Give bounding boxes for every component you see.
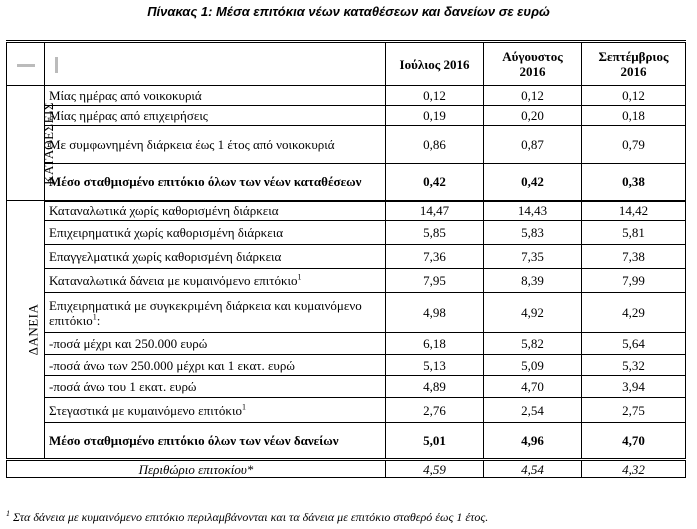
cell-value: 5,83 <box>484 221 582 245</box>
cell-value: 4,32 <box>582 460 686 478</box>
table-row <box>7 106 686 126</box>
cell-value: 2,54 <box>484 398 582 423</box>
cell-value: 4,70 <box>484 376 582 398</box>
row-label: Επιχειρηματικά χωρίς καθορισμένη διάρκεια <box>45 221 386 245</box>
table-row <box>7 293 686 333</box>
row-label <box>45 269 386 293</box>
footnote <box>6 510 488 525</box>
cell-value: 0,38 <box>582 164 686 201</box>
cell-value: 4,59 <box>386 460 484 478</box>
table-row <box>7 86 686 106</box>
cell-value: 4,89 <box>386 376 484 398</box>
interest-rates-table <box>6 40 686 478</box>
footnote-marker: 1 <box>92 312 97 322</box>
cell-value: 14,43 <box>484 201 582 221</box>
header-september: Σεπτέμβριος 2016 <box>582 42 686 86</box>
row-label: -ποσά άνω του 1 εκατ. ευρώ <box>45 376 386 398</box>
row-label: Μέσο σταθμισμένο επιτόκιο όλων των νέων καταθέσεων <box>45 164 386 201</box>
cell-value: 0,87 <box>484 126 582 164</box>
footnote-marker: 1 <box>241 402 246 412</box>
corner-cell <box>7 42 45 86</box>
row-label: Μέσο σταθμισμένο επιτόκιο όλων των νέων δανείων <box>45 423 386 460</box>
loans-side-cell <box>7 201 45 460</box>
row-label <box>45 398 386 423</box>
cell-value: 5,82 <box>484 333 582 355</box>
cell-value: 3,94 <box>582 376 686 398</box>
row-label: -ποσά μέχρι και 250.000 ευρώ <box>45 333 386 355</box>
cell-value: 7,38 <box>582 245 686 269</box>
cell-value: 4,92 <box>484 293 582 333</box>
margin-row <box>7 460 686 478</box>
cell-value: 5,32 <box>582 355 686 376</box>
cell-value: 4,98 <box>386 293 484 333</box>
margin-label: Περιθώριο επιτοκίου* <box>7 460 386 478</box>
cell-value: 5,85 <box>386 221 484 245</box>
cell-value: 4,54 <box>484 460 582 478</box>
row-label: Καταναλωτικά χωρίς καθορισμένη διάρκεια <box>45 201 386 221</box>
table-row <box>7 376 686 398</box>
cell-value: 4,96 <box>484 423 582 460</box>
row-label: Επαγγελματικά χωρίς καθορισμένη διάρκεια <box>45 245 386 269</box>
row-label-text: Επιχειρηματικά με συγκεκριμένη διάρκεια και κυμαινόμενο επιτόκιο <box>49 297 362 328</box>
corner-bar-mark <box>55 57 58 73</box>
table-row <box>7 269 686 293</box>
cell-value: 0,86 <box>386 126 484 164</box>
corner-label-cell <box>45 42 386 86</box>
cell-value: 7,95 <box>386 269 484 293</box>
cell-value: 7,35 <box>484 245 582 269</box>
table-row <box>7 355 686 376</box>
cell-value: 0,20 <box>484 106 582 126</box>
cell-value: 2,75 <box>582 398 686 423</box>
table-row <box>7 201 686 221</box>
table-row <box>7 126 686 164</box>
header-august: Αύγουστος 2016 <box>484 42 582 86</box>
cell-value: 4,29 <box>582 293 686 333</box>
table-row <box>7 245 686 269</box>
cell-value: 0,12 <box>484 86 582 106</box>
table-row <box>7 333 686 355</box>
deposits-side-label: ΚΑΤΑΘΕΣΕΙΣ <box>40 101 56 185</box>
row-label: Με συμφωνημένη διάρκεια έως 1 έτος από νοικοκυριά <box>45 126 386 164</box>
header-july: Ιούλιος 2016 <box>386 42 484 86</box>
cell-value: 5,01 <box>386 423 484 460</box>
row-label <box>45 293 386 333</box>
row-label: Μίας ημέρας από νοικοκυριά <box>45 86 386 106</box>
cell-value: 7,99 <box>582 269 686 293</box>
row-label: -ποσά άνω των 250.000 μέχρι και 1 εκατ. ευρώ <box>45 355 386 376</box>
table-title: Πίνακας 1: Μέσα επιτόκια νέων καταθέσεων και δανείων σε ευρώ <box>147 4 550 19</box>
deposits-side-cell <box>7 86 56 201</box>
row-label-text: Στεγαστικά με κυμαινόμενο επιτόκιο <box>49 402 242 418</box>
footnote-text: Στα δάνεια με κυμαινόμενο επιτόκιο περιλαμβάνονται και τα δάνεια με επιτόκιο σταθερό έως 1 έτος. <box>10 510 489 524</box>
footnote-marker: 1 <box>6 509 10 518</box>
cell-value: 5,09 <box>484 355 582 376</box>
header-row <box>7 42 686 86</box>
cell-value: 7,36 <box>386 245 484 269</box>
cell-value: 14,47 <box>386 201 484 221</box>
cell-value: 14,42 <box>582 201 686 221</box>
cell-value: 5,13 <box>386 355 484 376</box>
cell-value: 5,64 <box>582 333 686 355</box>
table-row <box>7 221 686 245</box>
cell-value: 0,79 <box>582 126 686 164</box>
cell-value: 0,18 <box>582 106 686 126</box>
cell-value: 0,42 <box>484 164 582 201</box>
cell-value: 0,42 <box>386 164 484 201</box>
cell-value: 2,76 <box>386 398 484 423</box>
row-label-text: Καταναλωτικά δάνεια με κυμαινόμενο επιτόκιο <box>49 273 298 288</box>
row-label-suffix: : <box>96 312 101 328</box>
cell-value: 0,12 <box>386 86 484 106</box>
table-row <box>7 398 686 423</box>
deposits-total-row <box>7 164 686 201</box>
loans-total-row <box>7 423 686 460</box>
cell-value: 4,70 <box>582 423 686 460</box>
corner-dash-mark <box>17 64 35 67</box>
cell-value: 5,81 <box>582 221 686 245</box>
cell-value: 0,19 <box>386 106 484 126</box>
cell-value: 8,39 <box>484 269 582 293</box>
loans-side-label: ΔΑΝΕΙΑ <box>25 303 41 356</box>
cell-value: 6,18 <box>386 333 484 355</box>
row-label: Μίας ημέρας από επιχειρήσεις <box>45 106 386 126</box>
footnote-marker: 1 <box>297 272 302 282</box>
cell-value: 0,12 <box>582 86 686 106</box>
